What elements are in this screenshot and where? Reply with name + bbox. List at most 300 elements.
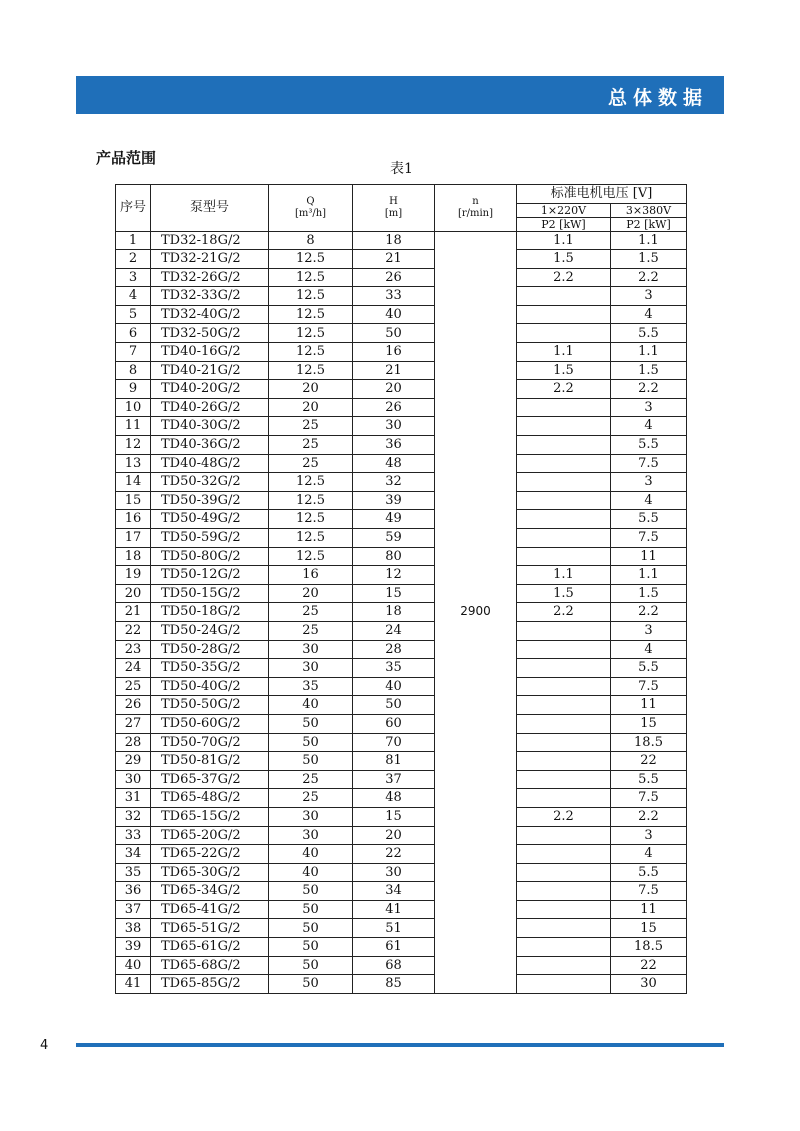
- product-range-table: [115, 184, 687, 994]
- cell-flow: 12.5: [269, 250, 353, 269]
- section-title: 产品范围: [96, 149, 157, 167]
- cell-p2-3ph: 2.2: [611, 807, 687, 826]
- cell-p2-1ph: [517, 529, 611, 548]
- cell-head: 26: [353, 398, 435, 417]
- cell-head: 15: [353, 584, 435, 603]
- cell-head: 39: [353, 491, 435, 510]
- cell-p2-1ph: [517, 640, 611, 659]
- table-row: [116, 659, 687, 678]
- header-speed-unit: [r/min]: [457, 207, 494, 219]
- header-voltage-1ph: 1×220V: [517, 203, 611, 217]
- cell-model: TD40-30G/2: [151, 417, 269, 436]
- table-row: [116, 863, 687, 882]
- cell-flow: 30: [269, 640, 353, 659]
- cell-p2-3ph: 1.5: [611, 361, 687, 380]
- cell-p2-1ph: [517, 287, 611, 306]
- cell-head: 26: [353, 268, 435, 287]
- cell-model: TD32-21G/2: [151, 250, 269, 269]
- cell-head: 24: [353, 621, 435, 640]
- cell-p2-1ph: 1.1: [517, 566, 611, 585]
- cell-p2-3ph: 15: [611, 714, 687, 733]
- cell-flow: 50: [269, 919, 353, 938]
- table-row: [116, 956, 687, 975]
- cell-p2-1ph: [517, 789, 611, 808]
- cell-index: 15: [116, 491, 151, 510]
- cell-model: TD50-49G/2: [151, 510, 269, 529]
- cell-head: 60: [353, 714, 435, 733]
- cell-head: 80: [353, 547, 435, 566]
- cell-p2-3ph: 2.2: [611, 268, 687, 287]
- cell-p2-1ph: 2.2: [517, 268, 611, 287]
- cell-p2-1ph: [517, 454, 611, 473]
- table-row: [116, 287, 687, 306]
- cell-p2-3ph: 7.5: [611, 529, 687, 548]
- cell-index: 5: [116, 305, 151, 324]
- table-row: [116, 621, 687, 640]
- cell-model: TD65-68G/2: [151, 956, 269, 975]
- cell-head: 48: [353, 789, 435, 808]
- cell-index: 30: [116, 770, 151, 789]
- cell-model: TD40-16G/2: [151, 343, 269, 362]
- cell-model: TD50-60G/2: [151, 714, 269, 733]
- header-speed-label: n: [472, 195, 479, 207]
- cell-model: TD50-40G/2: [151, 677, 269, 696]
- cell-head: 50: [353, 324, 435, 343]
- cell-p2-1ph: [517, 324, 611, 343]
- cell-flow: 20: [269, 398, 353, 417]
- cell-head: 12: [353, 566, 435, 585]
- table-row: [116, 975, 687, 994]
- cell-flow: 25: [269, 621, 353, 640]
- cell-head: 32: [353, 473, 435, 492]
- table-row: [116, 547, 687, 566]
- cell-index: 9: [116, 380, 151, 399]
- cell-p2-1ph: [517, 473, 611, 492]
- cell-p2-3ph: 1.5: [611, 584, 687, 603]
- table-row: [116, 566, 687, 585]
- cell-model: TD65-48G/2: [151, 789, 269, 808]
- table-row: [116, 231, 687, 250]
- cell-flow: 40: [269, 845, 353, 864]
- cell-model: TD32-40G/2: [151, 305, 269, 324]
- cell-head: 28: [353, 640, 435, 659]
- cell-head: 34: [353, 882, 435, 901]
- table-row: [116, 900, 687, 919]
- table-row: [116, 473, 687, 492]
- cell-index: 16: [116, 510, 151, 529]
- table-row: [116, 398, 687, 417]
- cell-flow: 35: [269, 677, 353, 696]
- header-voltage-3ph: 3×380V: [611, 203, 687, 217]
- cell-flow: 40: [269, 863, 353, 882]
- cell-flow: 30: [269, 807, 353, 826]
- cell-p2-1ph: 2.2: [517, 807, 611, 826]
- cell-p2-3ph: 30: [611, 975, 687, 994]
- cell-p2-1ph: [517, 398, 611, 417]
- table-row: [116, 770, 687, 789]
- cell-model: TD40-36G/2: [151, 436, 269, 455]
- cell-p2-1ph: [517, 659, 611, 678]
- cell-model: TD32-26G/2: [151, 268, 269, 287]
- cell-flow: 50: [269, 882, 353, 901]
- cell-flow: 50: [269, 956, 353, 975]
- cell-p2-3ph: 18.5: [611, 938, 687, 957]
- cell-head: 36: [353, 436, 435, 455]
- table-row: [116, 584, 687, 603]
- cell-model: TD50-59G/2: [151, 529, 269, 548]
- cell-index: 3: [116, 268, 151, 287]
- cell-head: 21: [353, 361, 435, 380]
- table-row: [116, 938, 687, 957]
- cell-model: TD65-51G/2: [151, 919, 269, 938]
- cell-p2-1ph: [517, 863, 611, 882]
- cell-p2-3ph: 4: [611, 305, 687, 324]
- cell-p2-1ph: 2.2: [517, 603, 611, 622]
- header-flow-unit: [m³/h]: [294, 207, 327, 219]
- cell-p2-1ph: [517, 826, 611, 845]
- cell-flow: 50: [269, 714, 353, 733]
- cell-model: TD50-15G/2: [151, 584, 269, 603]
- cell-index: 26: [116, 696, 151, 715]
- cell-p2-1ph: [517, 752, 611, 771]
- cell-index: 4: [116, 287, 151, 306]
- cell-p2-1ph: [517, 305, 611, 324]
- table-row: [116, 882, 687, 901]
- cell-p2-3ph: 5.5: [611, 863, 687, 882]
- cell-p2-3ph: 4: [611, 640, 687, 659]
- cell-p2-3ph: 22: [611, 956, 687, 975]
- cell-flow: 12.5: [269, 529, 353, 548]
- cell-head: 20: [353, 380, 435, 399]
- cell-flow: 12.5: [269, 287, 353, 306]
- header-bar: [76, 76, 724, 114]
- cell-model: TD50-81G/2: [151, 752, 269, 771]
- cell-index: 22: [116, 621, 151, 640]
- header-head-unit: [m]: [384, 207, 403, 219]
- cell-p2-1ph: 1.1: [517, 231, 611, 250]
- cell-p2-1ph: [517, 436, 611, 455]
- table-row: [116, 640, 687, 659]
- table-row: [116, 826, 687, 845]
- cell-p2-3ph: 3: [611, 826, 687, 845]
- cell-model: TD32-18G/2: [151, 231, 269, 250]
- header-model: 泵型号: [151, 185, 269, 232]
- footer-rule: [76, 1043, 724, 1047]
- cell-p2-3ph: 1.1: [611, 566, 687, 585]
- table-row: [116, 603, 687, 622]
- cell-head: 61: [353, 938, 435, 957]
- cell-p2-1ph: [517, 882, 611, 901]
- cell-p2-3ph: 3: [611, 473, 687, 492]
- table-row: [116, 491, 687, 510]
- table-row: [116, 343, 687, 362]
- cell-flow: 12.5: [269, 343, 353, 362]
- cell-model: TD50-32G/2: [151, 473, 269, 492]
- cell-p2-3ph: 4: [611, 417, 687, 436]
- cell-model: TD65-41G/2: [151, 900, 269, 919]
- cell-p2-1ph: [517, 696, 611, 715]
- cell-index: 25: [116, 677, 151, 696]
- cell-flow: 8: [269, 231, 353, 250]
- cell-head: 41: [353, 900, 435, 919]
- cell-model: TD50-35G/2: [151, 659, 269, 678]
- cell-model: TD32-50G/2: [151, 324, 269, 343]
- header-flow: [269, 185, 353, 232]
- cell-p2-3ph: 11: [611, 900, 687, 919]
- table-row: [116, 845, 687, 864]
- cell-index: 41: [116, 975, 151, 994]
- cell-model: TD32-33G/2: [151, 287, 269, 306]
- cell-index: 19: [116, 566, 151, 585]
- cell-index: 11: [116, 417, 151, 436]
- cell-head: 22: [353, 845, 435, 864]
- cell-flow: 40: [269, 696, 353, 715]
- cell-model: TD40-48G/2: [151, 454, 269, 473]
- cell-index: 12: [116, 436, 151, 455]
- cell-flow: 30: [269, 826, 353, 845]
- cell-head: 85: [353, 975, 435, 994]
- cell-head: 18: [353, 231, 435, 250]
- table-row: [116, 268, 687, 287]
- cell-model: TD65-34G/2: [151, 882, 269, 901]
- cell-index: 36: [116, 882, 151, 901]
- cell-index: 33: [116, 826, 151, 845]
- cell-flow: 30: [269, 659, 353, 678]
- cell-head: 40: [353, 305, 435, 324]
- cell-flow: 16: [269, 566, 353, 585]
- cell-p2-3ph: 18.5: [611, 733, 687, 752]
- cell-flow: 20: [269, 380, 353, 399]
- cell-model: TD50-50G/2: [151, 696, 269, 715]
- table-row: [116, 380, 687, 399]
- cell-head: 16: [353, 343, 435, 362]
- cell-flow: 25: [269, 454, 353, 473]
- cell-flow: 12.5: [269, 268, 353, 287]
- cell-model: TD50-12G/2: [151, 566, 269, 585]
- table-row: [116, 752, 687, 771]
- table-row: [116, 417, 687, 436]
- table-row: [116, 510, 687, 529]
- cell-p2-3ph: 4: [611, 845, 687, 864]
- cell-index: 1: [116, 231, 151, 250]
- table-body: [116, 231, 687, 993]
- cell-head: 49: [353, 510, 435, 529]
- table-row: [116, 436, 687, 455]
- cell-head: 50: [353, 696, 435, 715]
- cell-head: 33: [353, 287, 435, 306]
- cell-p2-3ph: 11: [611, 696, 687, 715]
- cell-model: TD40-20G/2: [151, 380, 269, 399]
- cell-p2-1ph: [517, 938, 611, 957]
- cell-head: 35: [353, 659, 435, 678]
- cell-flow: 12.5: [269, 361, 353, 380]
- header-flow-label: Q: [306, 195, 315, 207]
- cell-p2-3ph: 5.5: [611, 770, 687, 789]
- cell-flow: 12.5: [269, 305, 353, 324]
- cell-p2-3ph: 7.5: [611, 882, 687, 901]
- cell-speed: 2900: [435, 231, 517, 993]
- cell-index: 35: [116, 863, 151, 882]
- table-row: [116, 677, 687, 696]
- cell-flow: 50: [269, 752, 353, 771]
- cell-index: 40: [116, 956, 151, 975]
- cell-p2-3ph: 22: [611, 752, 687, 771]
- cell-index: 6: [116, 324, 151, 343]
- cell-p2-1ph: [517, 845, 611, 864]
- table-caption: 表1: [390, 161, 413, 177]
- cell-model: TD40-26G/2: [151, 398, 269, 417]
- cell-head: 18: [353, 603, 435, 622]
- cell-p2-3ph: 5.5: [611, 324, 687, 343]
- table-row: [116, 529, 687, 548]
- cell-index: 14: [116, 473, 151, 492]
- cell-flow: 50: [269, 733, 353, 752]
- table-row: [116, 807, 687, 826]
- cell-p2-1ph: [517, 733, 611, 752]
- cell-head: 81: [353, 752, 435, 771]
- cell-head: 20: [353, 826, 435, 845]
- page-number: 4: [40, 1038, 49, 1053]
- cell-p2-3ph: 3: [611, 287, 687, 306]
- table-header: [116, 185, 687, 232]
- table-row: [116, 361, 687, 380]
- cell-head: 51: [353, 919, 435, 938]
- cell-p2-3ph: 3: [611, 621, 687, 640]
- cell-p2-1ph: [517, 900, 611, 919]
- cell-model: TD65-30G/2: [151, 863, 269, 882]
- cell-index: 18: [116, 547, 151, 566]
- table-row: [116, 919, 687, 938]
- cell-flow: 12.5: [269, 473, 353, 492]
- cell-model: TD65-20G/2: [151, 826, 269, 845]
- cell-index: 21: [116, 603, 151, 622]
- cell-model: TD65-85G/2: [151, 975, 269, 994]
- cell-index: 7: [116, 343, 151, 362]
- cell-model: TD50-24G/2: [151, 621, 269, 640]
- table-row: [116, 714, 687, 733]
- cell-head: 30: [353, 863, 435, 882]
- cell-index: 17: [116, 529, 151, 548]
- cell-model: TD50-28G/2: [151, 640, 269, 659]
- cell-p2-1ph: [517, 975, 611, 994]
- cell-model: TD50-39G/2: [151, 491, 269, 510]
- header-voltage-group: 标准电机电压 [V]: [517, 185, 687, 204]
- cell-p2-3ph: 1.1: [611, 343, 687, 362]
- cell-head: 59: [353, 529, 435, 548]
- table-row: [116, 324, 687, 343]
- cell-index: 27: [116, 714, 151, 733]
- cell-index: 2: [116, 250, 151, 269]
- header-head-label: H: [389, 195, 398, 207]
- cell-index: 34: [116, 845, 151, 864]
- cell-p2-3ph: 4: [611, 491, 687, 510]
- cell-p2-3ph: 15: [611, 919, 687, 938]
- cell-index: 37: [116, 900, 151, 919]
- cell-head: 68: [353, 956, 435, 975]
- cell-p2-3ph: 5.5: [611, 659, 687, 678]
- cell-flow: 20: [269, 584, 353, 603]
- cell-index: 24: [116, 659, 151, 678]
- cell-p2-1ph: [517, 491, 611, 510]
- cell-flow: 50: [269, 975, 353, 994]
- cell-p2-1ph: [517, 621, 611, 640]
- cell-index: 32: [116, 807, 151, 826]
- cell-head: 15: [353, 807, 435, 826]
- cell-p2-1ph: [517, 770, 611, 789]
- cell-flow: 25: [269, 770, 353, 789]
- cell-p2-3ph: 2.2: [611, 380, 687, 399]
- header-index: 序号: [116, 185, 151, 232]
- cell-model: TD65-37G/2: [151, 770, 269, 789]
- cell-p2-1ph: 1.5: [517, 584, 611, 603]
- header-p2-3ph: P2 [kW]: [611, 217, 687, 231]
- cell-p2-3ph: 1.5: [611, 250, 687, 269]
- cell-index: 10: [116, 398, 151, 417]
- cell-index: 8: [116, 361, 151, 380]
- table-row: [116, 696, 687, 715]
- page-header-title: 总体数据: [607, 87, 708, 109]
- cell-model: TD50-70G/2: [151, 733, 269, 752]
- cell-index: 38: [116, 919, 151, 938]
- cell-model: TD40-21G/2: [151, 361, 269, 380]
- cell-head: 21: [353, 250, 435, 269]
- cell-p2-1ph: [517, 547, 611, 566]
- cell-model: TD65-61G/2: [151, 938, 269, 957]
- cell-p2-3ph: 7.5: [611, 789, 687, 808]
- cell-p2-1ph: [517, 956, 611, 975]
- cell-model: TD50-80G/2: [151, 547, 269, 566]
- cell-index: 23: [116, 640, 151, 659]
- table-row: [116, 250, 687, 269]
- cell-index: 28: [116, 733, 151, 752]
- cell-flow: 50: [269, 938, 353, 957]
- cell-index: 31: [116, 789, 151, 808]
- cell-model: TD65-22G/2: [151, 845, 269, 864]
- cell-p2-1ph: [517, 677, 611, 696]
- cell-p2-1ph: [517, 417, 611, 436]
- cell-model: TD50-18G/2: [151, 603, 269, 622]
- cell-flow: 50: [269, 900, 353, 919]
- cell-head: 70: [353, 733, 435, 752]
- table-row: [116, 789, 687, 808]
- cell-head: 30: [353, 417, 435, 436]
- cell-flow: 25: [269, 789, 353, 808]
- cell-p2-1ph: [517, 510, 611, 529]
- cell-flow: 12.5: [269, 324, 353, 343]
- cell-p2-3ph: 7.5: [611, 454, 687, 473]
- cell-p2-1ph: [517, 919, 611, 938]
- cell-index: 29: [116, 752, 151, 771]
- table-row: [116, 733, 687, 752]
- cell-flow: 12.5: [269, 491, 353, 510]
- cell-p2-3ph: 5.5: [611, 510, 687, 529]
- cell-head: 48: [353, 454, 435, 473]
- cell-index: 39: [116, 938, 151, 957]
- cell-p2-1ph: 2.2: [517, 380, 611, 399]
- table-row: [116, 454, 687, 473]
- header-p2-1ph: P2 [kW]: [517, 217, 611, 231]
- cell-p2-3ph: 11: [611, 547, 687, 566]
- cell-p2-3ph: 3: [611, 398, 687, 417]
- cell-flow: 25: [269, 436, 353, 455]
- header-speed: [435, 185, 517, 232]
- cell-flow: 12.5: [269, 510, 353, 529]
- cell-p2-1ph: 1.5: [517, 250, 611, 269]
- cell-head: 37: [353, 770, 435, 789]
- cell-p2-1ph: [517, 714, 611, 733]
- cell-p2-3ph: 1.1: [611, 231, 687, 250]
- cell-p2-3ph: 2.2: [611, 603, 687, 622]
